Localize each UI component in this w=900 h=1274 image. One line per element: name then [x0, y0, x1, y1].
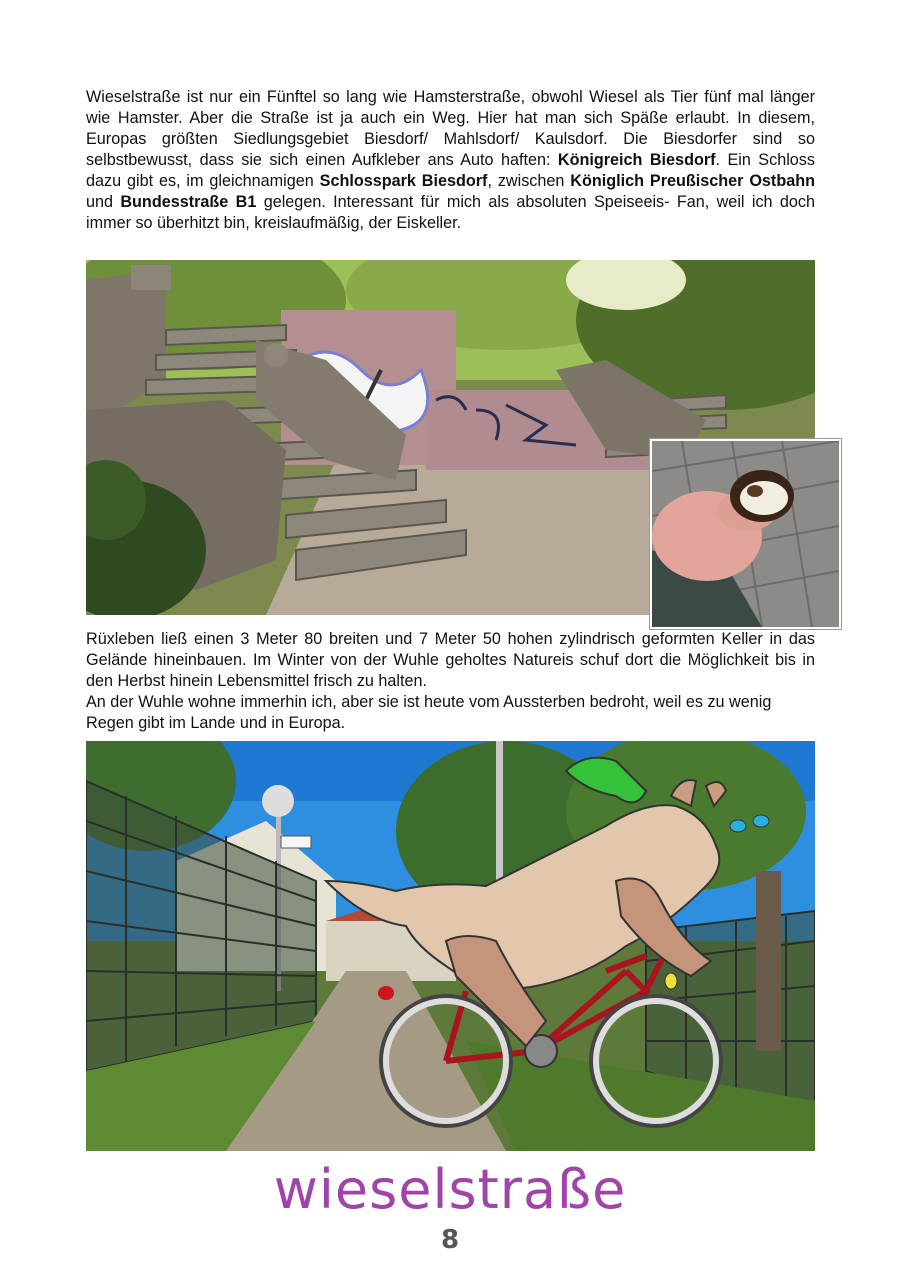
- page-number: 8: [440, 1225, 460, 1255]
- weasel-bicycle-photo: [86, 741, 815, 1151]
- paragraph-intro: [86, 87, 815, 234]
- bold-schlosspark: Schlosspark Biesdorf: [319, 172, 488, 190]
- text-span: und: [86, 193, 121, 211]
- text-span: Wieselstraße ist nur ein Fünftel so lang wie Hamsterstraße, obwohl Wiesel als Tier fünf mal länger wie Hamster. Aber die Straße ist ja auch ein Weg. Hier hat man sich Späße erlaubt. In diesem, Europas größten Siedlungsgebiet Biesdorf/ Mahlsdorf/ Kaulsdorf. Die Biesdorfer sind so selbstbewusst, dass sie sich einen Aufkleber ans Auto haften:: [86, 88, 815, 169]
- paragraph-wuhle: An der Wuhle wohne immerhin ich, aber sie ist heute vom Aussterben bedroht, weil es zu wenig Regen gibt im Lande und in Europa.: [86, 693, 772, 732]
- footer-title: wieselstraße: [273, 1158, 627, 1221]
- bold-bundesstrasse: Bundesstraße B1: [120, 193, 257, 211]
- text-span: gelegen. Interessant für mich als absoluten Speiseeis- Fan, weil ich doch immer so überhitzt bin, kreislaufmäßig, der Eiskeller.: [86, 193, 815, 232]
- paragraph-keller: Rüxleben ließ einen 3 Meter 80 breiten und 7 Meter 50 hohen zylindrisch geformten Keller in das Gelände hineinbauen. Im Winter von der Wuhle geholtes Natureis schuf dort die Möglichkeit bis in den Herbst hinein Lebensmittel frisch zu halten.: [86, 630, 815, 690]
- bold-ostbahn: Königlich Preußischer Ostbahn: [570, 172, 815, 190]
- text-span: , zwischen: [487, 172, 571, 190]
- icecream-photo: [650, 439, 841, 629]
- text-span: . Ein Schloss dazu gibt es, im gleichnamigen: [86, 151, 815, 190]
- bold-koenigreich: Königreich Biesdorf: [557, 151, 716, 169]
